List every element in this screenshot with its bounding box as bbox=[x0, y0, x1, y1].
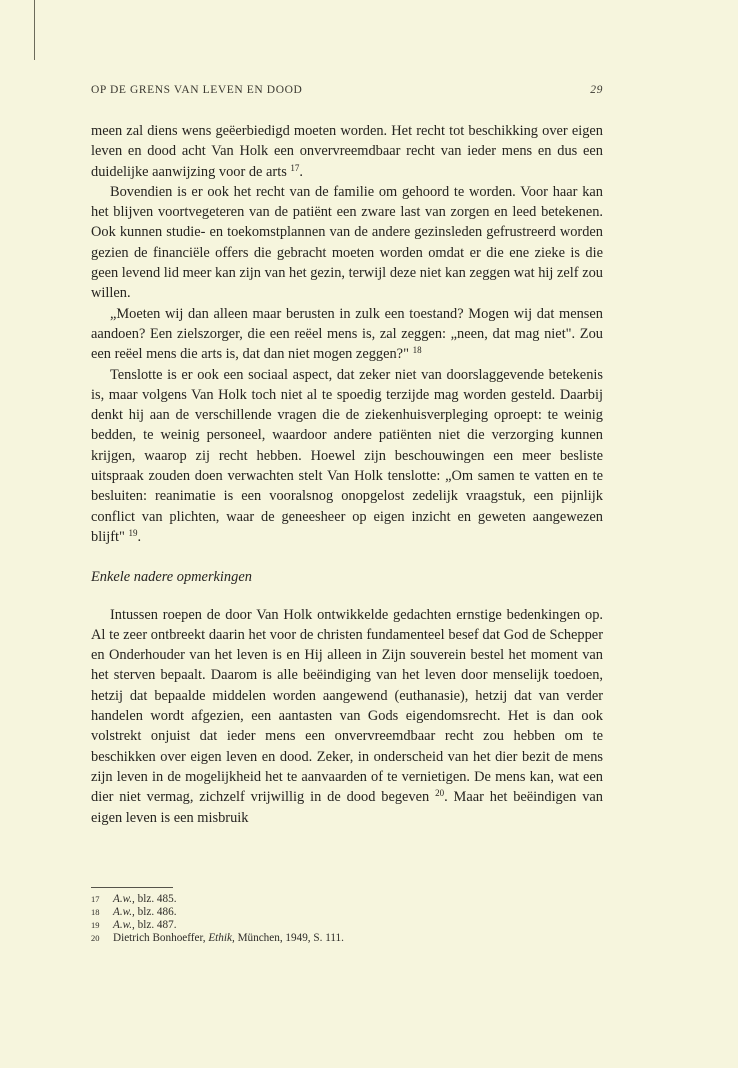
page bbox=[91, 84, 603, 828]
paragraph: meen zal diens wens geëerbiedigd moeten worden. Het recht tot beschikking over eigen leven en dood acht Van Holk een onvervreemdbaar recht van ieder mens en dus een duidelijke aanwijzing voor de arts $^{17}$. bbox=[91, 123, 603, 180]
running-title: OP DE GRENS VAN LEVEN EN DOOD bbox=[91, 84, 303, 96]
footnotes bbox=[91, 887, 603, 945]
footnote-ref[interactable]: 18 bbox=[412, 345, 422, 356]
page-number: 29 bbox=[590, 84, 603, 96]
footnote: 20 Dietrich Bonhoeffer, Ethik, München, 1949, S. 111. bbox=[91, 932, 344, 944]
paragraph: Intussen roepen de door Van Holk ontwikkelde gedachten ernstige bedenkingen op. Al te zeer ontbreekt daarin het voor de christen fundamenteel besef dat God de Schepper en Onderhouder van het leven is en Hij alleen in Zijn souverein bestel het moment van het sterven bepaalt. Daarom is alle beëindiging van het leven door menselijk toedoen, hetzij dat bepaalde middelen worden aangewend (euthanasie), hetzij dat van verder handelen wordt afgezien, een aantasten van Gods eigendomsrecht. Het is dan ook volstrekt onjuist dat ieder mens een onvervreemdbaar recht zou hebben om te beschikken over eigen leven en dood. Zeker, in onderscheid van het dier bezit de mens zijn leven in de mogelijkheid het te aanvaarden of te vernietigen. De mens kan, wat een dier niet vermag, zichzelf vrijwillig in de dood begeven $^{20}$. Maar het beëindigen van eigen leven is een misbruik bbox=[91, 606, 603, 826]
footnote-ref[interactable]: 17 bbox=[290, 162, 300, 173]
section-heading: Enkele nadere opmerkingen bbox=[91, 569, 252, 586]
footnote-number: 19 bbox=[91, 920, 100, 930]
footnote: 17 A.w., blz. 485. bbox=[91, 893, 177, 905]
body-text bbox=[91, 121, 603, 828]
paragraph: „Moeten wij dan alleen maar berusten in zulk een toestand? Mogen wij dat mensen aandoen? Een zielszorger, die een reëel mens is, zal zeggen: „neen, dat mag niet". Zou een reëel mens die arts is, dat dan niet mogen zeggen?" $^{18}$ bbox=[91, 305, 603, 363]
paragraph: Bovendien is er ook het recht van de familie om gehoord te worden. Voor haar kan het blijven voortvegeteren van de patiënt een zware last van zorgen en leed betekenen. Ook kunnen studie- en toekomstplannen van de andere gezinsleden gefrustreerd worden gezien de financiële offers die gebracht moeten worden omdat er die ene zieke is die geen levend lid meer kan zijn van het gezin, terwijl deze niet kan zeggen wat hij zelf zou willen. bbox=[91, 183, 603, 302]
footnote: 19 A.w., blz. 487. bbox=[91, 919, 177, 931]
footnote-ref[interactable]: 20 bbox=[435, 788, 445, 799]
footnote-number: 20 bbox=[91, 933, 100, 943]
footnote-number: 17 bbox=[91, 894, 100, 904]
footnote-ref[interactable]: 19 bbox=[128, 527, 138, 538]
footnote-number: 18 bbox=[91, 907, 100, 917]
footnote: 18 A.w., blz. 486. bbox=[91, 906, 177, 918]
running-header bbox=[91, 84, 603, 104]
paragraph: Tenslotte is er ook een sociaal aspect, dat zeker niet van doorslaggevende betekenis is, maar volgens Van Holk toch niet al te spoedig terzijde mag worden gesteld. Daarbij denkt hij aan de verschillende vragen die de ziekenhuisverpleging oproept: te weinig bedden, te weinig personeel, waardoor andere patiënten niet die verzorging kunnen krijgen, waarop zij recht hebben. Hoewel zijn beschouwingen een meer besliste uitspraak zouden doen verwachten stelt Van Holk tenslotte: „Om samen te vatten en te besluiten: reanimatie is een vooralsnog onopgelost zedelijk vraagstuk, een pijnlijk conflict van plichten, waar de geneesheer op eigen inzicht en geweten aangewezen blijft" $^{19}$. bbox=[91, 366, 603, 545]
scan-edge-line bbox=[34, 0, 35, 60]
footnote-divider bbox=[91, 887, 173, 888]
